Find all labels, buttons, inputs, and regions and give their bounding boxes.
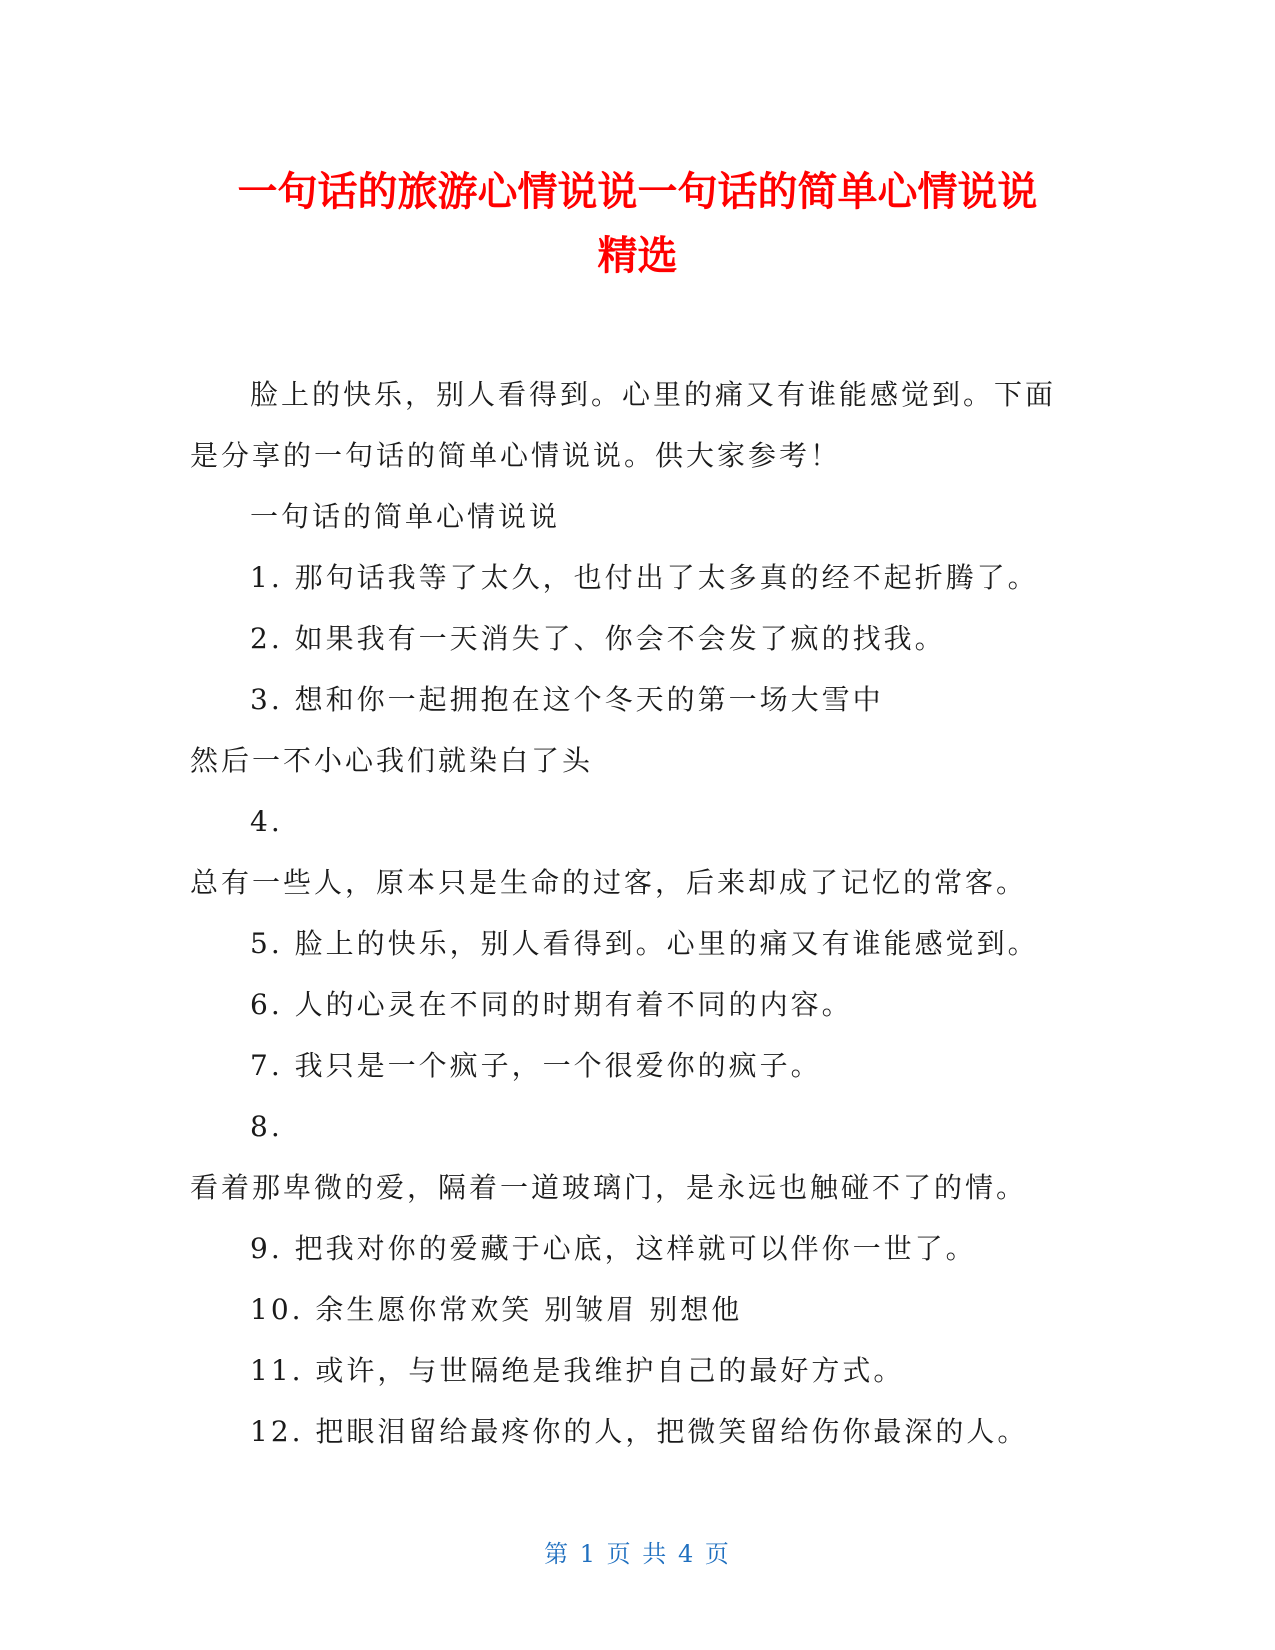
list-item: 10. 余生愿你常欢笑 别皱眉 别想他 [250,1293,743,1326]
intro-line-2: 是分享的一句话的简单心情说说。供大家参考！ [190,439,842,472]
title-line-2: 精选 [597,233,678,279]
list-item: 4. [250,805,283,838]
list-item: 2. 如果我有一天消失了、你会不会发了疯的找我。 [250,622,946,655]
list-item: 9. 把我对你的爱藏于心底，这样就可以伴你一世了。 [250,1232,977,1265]
document-body [190,364,1070,1462]
page-number: 第 1 页 共 4 页 [544,1540,731,1568]
title-line-1: 一句话的旅游心情说说一句话的简单心情说说 [237,169,1038,215]
intro-line-1: 脸上的快乐，别人看得到。心里的痛又有谁能感觉到。下面 [250,378,1057,411]
list-item: 7. 我只是一个疯子，一个很爱你的疯子。 [250,1049,822,1082]
page-footer [0,1534,1275,1569]
list-item: 6. 人的心灵在不同的时期有着不同的内容。 [250,988,853,1021]
list-item: 8. [250,1110,283,1143]
list-item: 1. 那句话我等了太久，也付出了太多真的经不起折腾了。 [250,561,1039,594]
list-item: 12. 把眼泪留给最疼你的人，把微笑留给伤你最深的人。 [250,1415,1029,1448]
list-item-continuation: 总有一些人，原本只是生命的过客，后来却成了记忆的常客。 [190,866,1028,899]
list-item-continuation: 然后一不小心我们就染白了头 [190,744,594,777]
list-item: 5. 脸上的快乐，别人看得到。心里的痛又有谁能感觉到。 [250,927,1039,960]
list-item: 11. 或许，与世隔绝是我维护自己的最好方式。 [250,1354,905,1387]
document-title [150,160,1125,288]
section-heading: 一句话的简单心情说说 [250,500,561,533]
list-item: 3. 想和你一起拥抱在这个冬天的第一场大雪中 [250,683,884,716]
list-item-continuation: 看着那卑微的爱，隔着一道玻璃门，是永远也触碰不了的情。 [190,1171,1028,1204]
